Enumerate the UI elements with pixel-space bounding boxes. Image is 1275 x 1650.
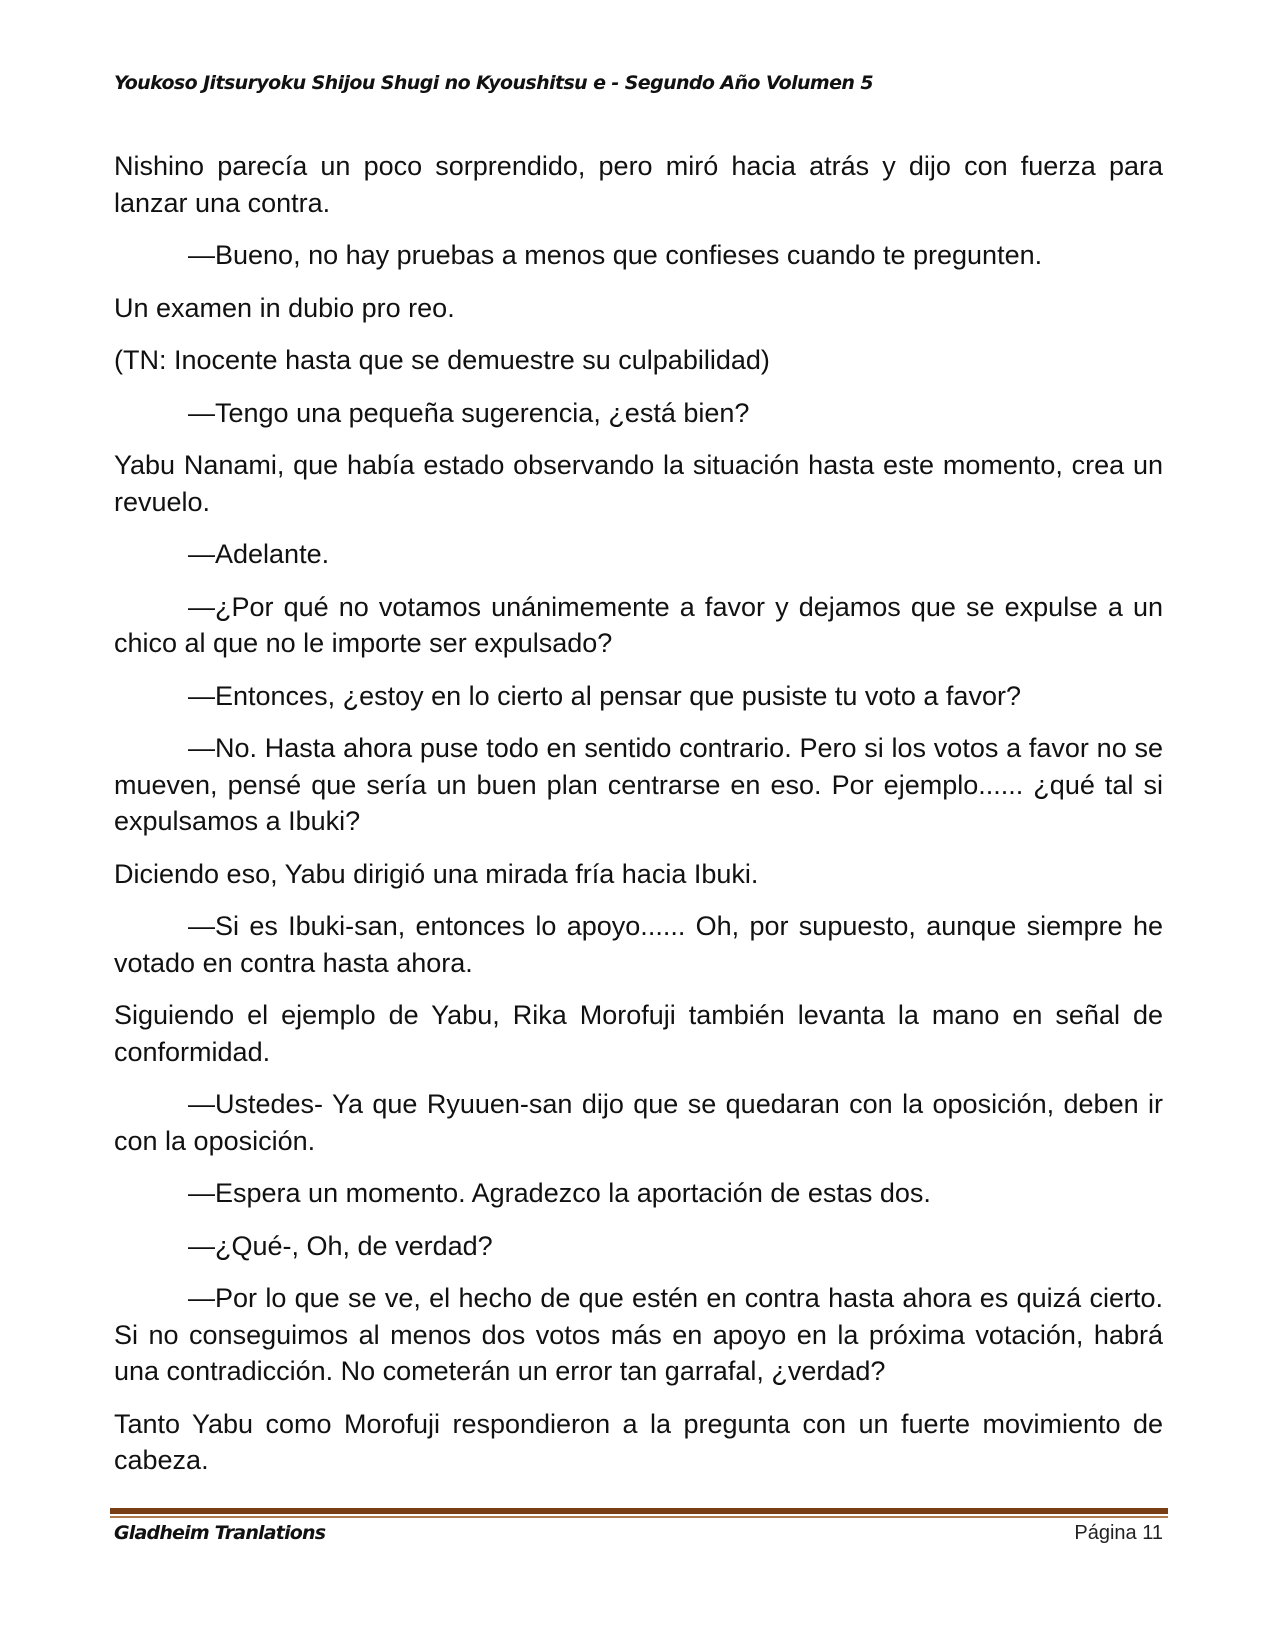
- dialogue-paragraph: —Bueno, no hay pruebas a menos que confieses cuando te pregunten.: [188, 240, 1043, 270]
- narration-paragraph: Tanto Yabu como Morofuji respondieron a la pregunta con un fuerte movimiento de cabeza.: [114, 1408, 1163, 1475]
- dialogue-paragraph: —Por lo que se ve, el hecho de que estén en contra hasta ahora es quizá cierto. Si no conseguimos al menos dos votos más en apoyo en la próxima votación, habrá una contradicción. No cometerán un error tan garrafal, ¿verdad?: [114, 1283, 1163, 1386]
- narration-paragraph: Nishino parecía un poco sorprendido, pero miró hacia atrás y dijo con fuerza para lanzar una contra.: [114, 151, 1163, 218]
- dialogue-paragraph: —Adelante.: [188, 539, 330, 569]
- dialogue-paragraph: —Ustedes- Ya que Ryuuen-san dijo que se quedaran con la oposición, deben ir con la oposición.: [114, 1089, 1163, 1156]
- footer-publisher: Gladheim Tranlations: [114, 1522, 326, 1544]
- dialogue-paragraph: —¿Qué-, Oh, de verdad?: [188, 1230, 493, 1261]
- narration-paragraph: Yabu Nanami, que había estado observando la situación hasta este momento, crea un revuelo.: [114, 450, 1163, 517]
- dialogue-paragraph: —Tengo una pequeña sugerencia, ¿está bien?: [188, 397, 750, 428]
- narration-paragraph: Siguiendo el ejemplo de Yabu, Rika Morofuji también levanta la mano en señal de conformidad.: [114, 1000, 1163, 1067]
- narration-paragraph: Diciendo eso, Yabu dirigió una mirada fría hacia Ibuki.: [114, 858, 759, 889]
- dialogue-paragraph: —No. Hasta ahora puse todo en sentido contrario. Pero si los votos a favor no se mueven, pensé que sería un buen plan centrarse en eso. Por ejemplo...... ¿qué tal si expulsamos a Ibuki?: [114, 733, 1163, 836]
- footer-rule-thick: [110, 1508, 1168, 1514]
- dialogue-paragraph: —Entonces, ¿estoy en lo cierto al pensar que pusiste tu voto a favor?: [188, 680, 1021, 711]
- narration-paragraph: Un examen in dubio pro reo.: [114, 292, 455, 323]
- page-body: [114, 148, 1163, 1495]
- page-number: Página 11: [1074, 1522, 1163, 1544]
- dialogue-paragraph: —¿Por qué no votamos unánimemente a favor y dejamos que se expulse a un chico al que no le importe ser expulsado?: [114, 591, 1163, 658]
- footer-rule-thin: [110, 1516, 1168, 1518]
- dialogue-paragraph: —Si es Ibuki-san, entonces lo apoyo...... Oh, por supuesto, aunque siempre he votado en contra hasta ahora.: [114, 911, 1163, 978]
- narration-paragraph: (TN: Inocente hasta que se demuestre su culpabilidad): [114, 345, 770, 375]
- dialogue-paragraph: —Espera un momento. Agradezco la aportación de estas dos.: [188, 1178, 931, 1208]
- running-header: Youkoso Jitsuryoku Shijou Shugi no Kyoushitsu e - Segundo Año Volumen 5: [114, 72, 873, 94]
